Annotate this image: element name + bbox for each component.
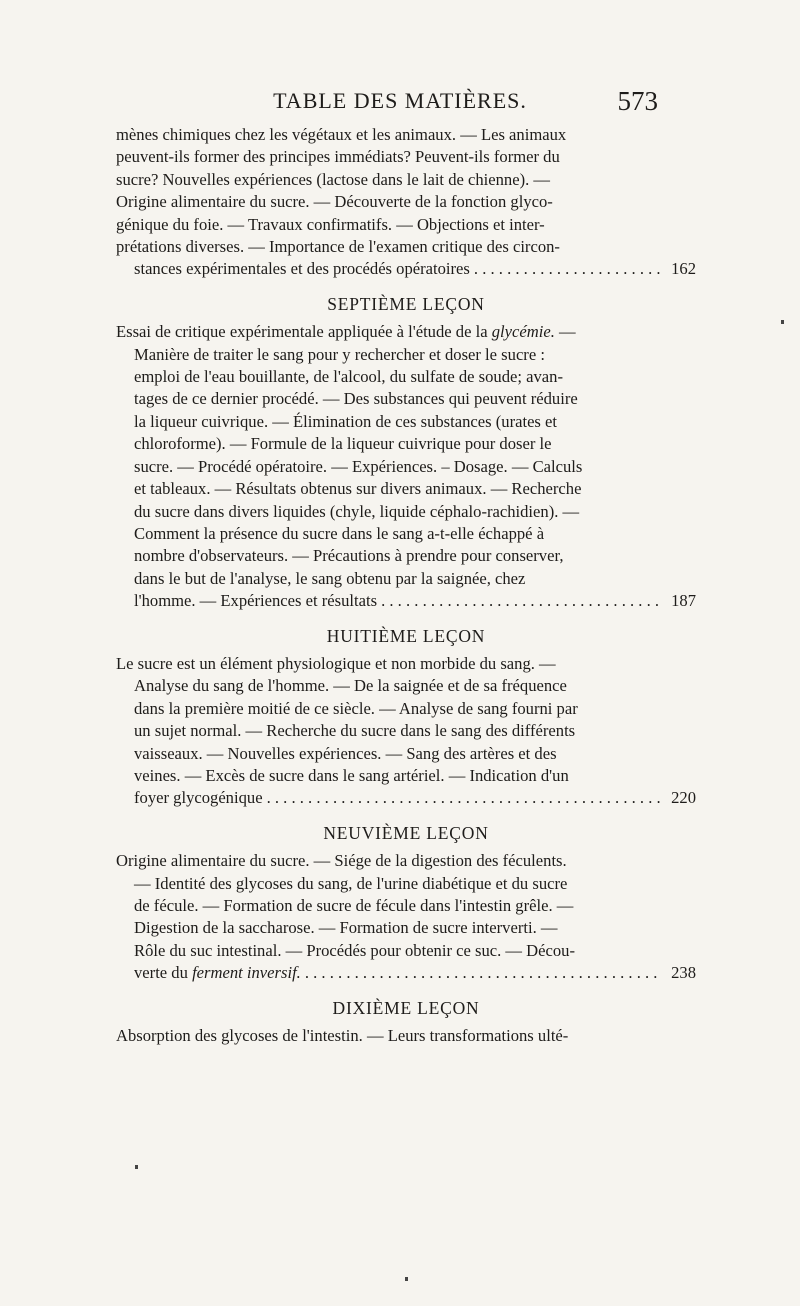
toc-page-ref: 238 xyxy=(671,963,696,983)
toc-entry-continuation xyxy=(116,124,696,281)
toc-line: Manière de traiter le sang pour y rechercher et doser le sucre : xyxy=(134,344,545,364)
toc-page-ref: 220 xyxy=(671,788,696,808)
toc-line: Digestion de la saccharose. — Formation de sucre interverti. — xyxy=(134,918,558,938)
toc-line: mènes chimiques chez les végétaux et les animaux. — Les animaux xyxy=(116,125,567,144)
toc-page-ref: 187 xyxy=(671,591,696,611)
toc-line: Le sucre est un élément physiologique et non morbide du sang. — xyxy=(116,653,556,673)
dot-leader xyxy=(267,787,662,809)
toc-line: Comment la présence du sucre dans le sang a-t-elle échappé à xyxy=(134,523,545,543)
page-number: 573 xyxy=(617,86,658,116)
toc-line: tages de ce dernier procédé. — Des substances qui peuvent réduire xyxy=(134,389,578,409)
toc-line: — Identité des glycoses du sang, de l'urine diabétique et du sucre xyxy=(134,873,568,893)
dot-leader xyxy=(474,258,662,280)
toc-entry xyxy=(116,653,696,810)
toc-line-text xyxy=(134,962,301,984)
toc-line: Analyse du sang de l'homme. — De la saignée et de sa fréquence xyxy=(134,676,567,696)
toc-page-ref: 162 xyxy=(671,259,696,279)
toc-line-text: — xyxy=(554,322,576,342)
toc-line-text: Essai de critique expérimentale appliquée à l'étude de la xyxy=(116,322,492,342)
toc-line: et tableaux. — Résultats obtenus sur divers animaux. — Recherche xyxy=(134,479,582,499)
toc-line: veines. — Excès de sucre dans le sang artériel. — Indication d'un xyxy=(134,765,569,785)
toc-entry xyxy=(116,1025,696,1047)
print-speck xyxy=(405,1277,408,1281)
toc-line: sucre. — Procédé opératoire. — Expériences. – Dosage. — Calculs xyxy=(134,456,583,476)
toc-line-text: stances expérimentales et des procédés opératoires xyxy=(134,259,470,279)
running-title: TABLE DES MATIÈRES. xyxy=(273,88,527,113)
toc-line-last xyxy=(116,787,696,809)
running-head xyxy=(0,86,800,120)
toc-line: chloroforme). — Formule de la liqueur cuivrique pour doser le xyxy=(134,434,552,454)
toc-line-text: foyer glycogénique xyxy=(134,788,263,808)
dot-leader xyxy=(305,962,662,984)
toc-entry xyxy=(116,321,696,612)
toc-line: dans la première moitié de ce siècle. — Analyse de sang fourni par xyxy=(134,698,578,718)
toc-line: du sucre dans divers liquides (chyle, liquide céphalo-rachidien). — xyxy=(134,501,580,521)
toc-line: Origine alimentaire du sucre. — Découverte de la fonction glyco- xyxy=(116,192,553,212)
toc-italic-term: ferment inversif. xyxy=(192,963,301,983)
toc-line-last xyxy=(116,590,696,612)
print-speck xyxy=(781,320,784,324)
toc-line: emploi de l'eau bouillante, de l'alcool, du sulfate de soude; avan- xyxy=(134,367,563,387)
toc-line: nombre d'observateurs. — Précautions à prendre pour conserver, xyxy=(134,546,564,566)
toc-line: peuvent-ils former des principes immédiats? Peuvent-ils former du xyxy=(116,147,560,167)
toc-line xyxy=(116,321,696,343)
toc-line: prétations diverses. — Importance de l'examen critique des circon- xyxy=(116,237,560,257)
print-speck xyxy=(135,1165,138,1169)
toc-line-text-plain: verte du xyxy=(134,963,193,983)
toc-line: un sujet normal. — Recherche du sucre dans le sang des différents xyxy=(134,721,576,741)
toc-line: génique du foie. — Travaux confirmatifs. — Objections et inter- xyxy=(116,214,545,234)
toc-italic-term: glycémie. xyxy=(491,322,555,342)
toc-line: Absorption des glycoses de l'intestin. — Leurs transformations ulté- xyxy=(116,1026,569,1046)
toc-line: de fécule. — Formation de sucre de fécule dans l'intestin grêle. — xyxy=(134,896,574,915)
toc-line: la liqueur cuivrique. — Élimination de ces substances (urates et xyxy=(134,411,558,431)
toc-line: Origine alimentaire du sucre. — Siége de la digestion des féculents. xyxy=(116,851,567,871)
toc-line-last xyxy=(116,962,696,984)
section-heading: NEUVIÈME LEÇON xyxy=(323,822,489,843)
toc-content xyxy=(116,124,696,1047)
toc-line: vaisseaux. — Nouvelles expériences. — Sang des artères et des xyxy=(134,743,557,763)
toc-line-text: l'homme. — Expériences et résultats xyxy=(134,591,378,611)
toc-line: dans le but de l'analyse, le sang obtenu par la saignée, chez xyxy=(134,568,526,588)
section-heading: HUITIÈME LEÇON xyxy=(326,625,486,646)
toc-entry xyxy=(116,850,696,984)
toc-line: Rôle du suc intestinal. — Procédés pour obtenir ce suc. — Décou- xyxy=(134,940,576,960)
section-heading: SEPTIÈME LEÇON xyxy=(327,293,485,314)
section-heading: DIXIÈME LEÇON xyxy=(332,997,480,1018)
toc-line-last xyxy=(116,258,696,280)
toc-line: sucre? Nouvelles expériences (lactose dans le lait de chienne). — xyxy=(116,169,551,189)
dot-leader xyxy=(381,590,662,612)
